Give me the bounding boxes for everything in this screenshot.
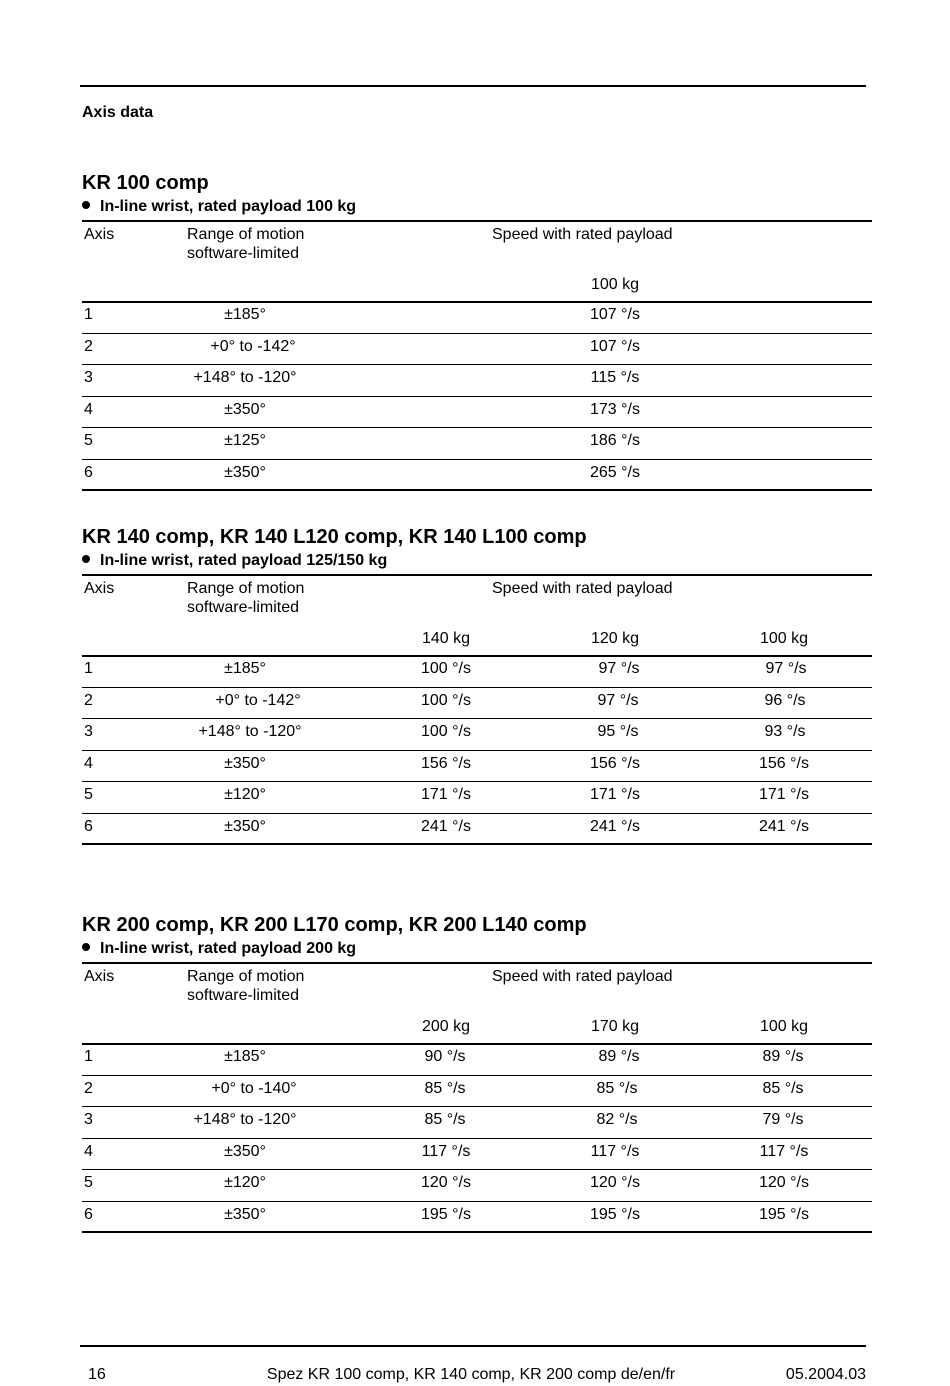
speed-cell: 171 °/s bbox=[590, 786, 640, 803]
speed-cell: 120 °/s bbox=[590, 1174, 640, 1191]
axis-cell: 3 bbox=[84, 369, 93, 386]
speed-cell: 117 °/s bbox=[590, 1143, 640, 1160]
col-header-payload: 170 kg bbox=[590, 1018, 640, 1035]
range-cell: ±350° bbox=[224, 755, 266, 772]
speed-cell: 173 °/s bbox=[590, 401, 640, 418]
speed-cell: 85 °/s bbox=[424, 1080, 466, 1097]
speed-cell: 100 °/s bbox=[421, 660, 471, 677]
range-cell: +148° to -120° bbox=[193, 369, 297, 386]
speed-cell: 241 °/s bbox=[590, 818, 640, 835]
range-cell: +0° to -140° bbox=[211, 1080, 297, 1097]
col-header-axis: Axis bbox=[84, 226, 115, 243]
speed-cell: 241 °/s bbox=[759, 818, 809, 835]
row-rule bbox=[82, 333, 872, 334]
axis-cell: 1 bbox=[84, 660, 93, 677]
bullet-icon bbox=[82, 943, 90, 951]
speed-cell: 89 °/s bbox=[762, 1048, 804, 1065]
table-title: KR 200 comp, KR 200 L170 comp, KR 200 L140 comp bbox=[82, 914, 587, 936]
axis-cell: 1 bbox=[84, 306, 93, 323]
col-header-payload: 100 kg bbox=[590, 276, 640, 293]
range-cell: ±350° bbox=[224, 818, 266, 835]
axis-cell: 4 bbox=[84, 1143, 93, 1160]
speed-cell: 95 °/s bbox=[597, 723, 639, 740]
speed-cell: 195 °/s bbox=[590, 1206, 640, 1223]
axis-cell: 5 bbox=[84, 432, 93, 449]
range-cell: ±350° bbox=[224, 1206, 266, 1223]
table-top-rule bbox=[82, 962, 872, 964]
col-header-speed: Speed with rated payload bbox=[492, 968, 673, 985]
col-header-range: Range of motion software-limited bbox=[187, 580, 305, 616]
speed-cell: 156 °/s bbox=[759, 755, 809, 772]
table-subtitle: In-line wrist, rated payload 125/150 kg bbox=[82, 552, 387, 570]
row-rule bbox=[82, 1138, 872, 1139]
col-header-payload: 100 kg bbox=[759, 1018, 809, 1035]
speed-cell: 171 °/s bbox=[759, 786, 809, 803]
col-header-payload: 120 kg bbox=[590, 630, 640, 647]
header-rule bbox=[82, 301, 872, 303]
col-header-range: Range of motion software-limited bbox=[187, 226, 305, 262]
header-rule bbox=[82, 1043, 872, 1045]
row-rule bbox=[82, 396, 872, 397]
axis-cell: 6 bbox=[84, 818, 93, 835]
col-header-payload: 100 kg bbox=[759, 630, 809, 647]
axis-cell: 2 bbox=[84, 338, 93, 355]
range-cell: ±350° bbox=[224, 1143, 266, 1160]
top-rule bbox=[80, 85, 866, 87]
col-header-payload: 140 kg bbox=[421, 630, 471, 647]
speed-cell: 97 °/s bbox=[765, 660, 807, 677]
speed-cell: 186 °/s bbox=[590, 432, 640, 449]
axis-cell: 3 bbox=[84, 723, 93, 740]
section-header: Axis data bbox=[82, 104, 154, 121]
speed-cell: 117 °/s bbox=[759, 1143, 809, 1160]
axis-cell: 6 bbox=[84, 1206, 93, 1223]
speed-cell: 93 °/s bbox=[764, 723, 806, 740]
axis-cell: 2 bbox=[84, 692, 93, 709]
table-subtitle: In-line wrist, rated payload 200 kg bbox=[82, 940, 356, 958]
speed-cell: 115 °/s bbox=[590, 369, 640, 386]
col-header-payload: 200 kg bbox=[421, 1018, 471, 1035]
speed-cell: 107 °/s bbox=[590, 338, 640, 355]
table-bottom-rule bbox=[82, 843, 872, 845]
speed-cell: 90 °/s bbox=[424, 1048, 466, 1065]
col-header-speed: Speed with rated payload bbox=[492, 226, 673, 243]
range-cell: ±120° bbox=[224, 1174, 266, 1191]
row-rule bbox=[82, 364, 872, 365]
speed-cell: 195 °/s bbox=[421, 1206, 471, 1223]
axis-cell: 4 bbox=[84, 755, 93, 772]
range-cell: +148° to -120° bbox=[193, 1111, 297, 1128]
axis-cell: 3 bbox=[84, 1111, 93, 1128]
row-rule bbox=[82, 427, 872, 428]
row-rule bbox=[82, 718, 872, 719]
row-rule bbox=[82, 1169, 872, 1170]
document-title: Spez KR 100 comp, KR 140 comp, KR 200 comp de/en/fr bbox=[266, 1366, 676, 1383]
table-top-rule bbox=[82, 574, 872, 576]
speed-cell: 85 °/s bbox=[762, 1080, 804, 1097]
speed-cell: 82 °/s bbox=[596, 1111, 638, 1128]
speed-cell: 171 °/s bbox=[421, 786, 471, 803]
speed-cell: 117 °/s bbox=[421, 1143, 471, 1160]
table-top-rule bbox=[82, 220, 872, 222]
speed-cell: 100 °/s bbox=[421, 692, 471, 709]
axis-cell: 4 bbox=[84, 401, 93, 418]
row-rule bbox=[82, 1201, 872, 1202]
row-rule bbox=[82, 1075, 872, 1076]
table-title: KR 100 comp bbox=[82, 172, 209, 194]
speed-cell: 97 °/s bbox=[598, 660, 640, 677]
range-cell: ±350° bbox=[224, 401, 266, 418]
speed-cell: 97 °/s bbox=[597, 692, 639, 709]
speed-cell: 241 °/s bbox=[421, 818, 471, 835]
axis-cell: 6 bbox=[84, 464, 93, 481]
range-cell: +148° to -120° bbox=[198, 723, 302, 740]
axis-cell: 2 bbox=[84, 1080, 93, 1097]
axis-cell: 5 bbox=[84, 1174, 93, 1191]
table-bottom-rule bbox=[82, 1231, 872, 1233]
bullet-icon bbox=[82, 201, 90, 209]
col-header-range: Range of motion software-limited bbox=[187, 968, 305, 1004]
table-subtitle: In-line wrist, rated payload 100 kg bbox=[82, 198, 356, 216]
speed-cell: 100 °/s bbox=[421, 723, 471, 740]
speed-cell: 89 °/s bbox=[598, 1048, 640, 1065]
speed-cell: 79 °/s bbox=[762, 1111, 804, 1128]
col-header-axis: Axis bbox=[84, 580, 115, 597]
speed-cell: 156 °/s bbox=[421, 755, 471, 772]
table-title: KR 140 comp, KR 140 L120 comp, KR 140 L100 comp bbox=[82, 526, 587, 548]
speed-cell: 120 °/s bbox=[759, 1174, 809, 1191]
speed-cell: 265 °/s bbox=[590, 464, 640, 481]
speed-cell: 85 °/s bbox=[424, 1111, 466, 1128]
document-date: 05.2004.03 bbox=[785, 1366, 866, 1383]
range-cell: +0° to -142° bbox=[215, 692, 301, 709]
row-rule bbox=[82, 813, 872, 814]
bullet-icon bbox=[82, 555, 90, 563]
page-number: 16 bbox=[88, 1366, 106, 1383]
range-cell: +0° to -142° bbox=[210, 338, 296, 355]
range-cell: ±350° bbox=[224, 464, 266, 481]
range-cell: ±185° bbox=[224, 1048, 266, 1065]
col-header-axis: Axis bbox=[84, 968, 115, 985]
col-header-speed: Speed with rated payload bbox=[492, 580, 673, 597]
range-cell: ±120° bbox=[224, 786, 266, 803]
range-cell: ±185° bbox=[224, 306, 266, 323]
row-rule bbox=[82, 459, 872, 460]
row-rule bbox=[82, 781, 872, 782]
range-cell: ±125° bbox=[224, 432, 266, 449]
table-bottom-rule bbox=[82, 489, 872, 491]
header-rule bbox=[82, 655, 872, 657]
range-cell: ±185° bbox=[224, 660, 266, 677]
row-rule bbox=[82, 1106, 872, 1107]
speed-cell: 107 °/s bbox=[590, 306, 640, 323]
speed-cell: 96 °/s bbox=[764, 692, 806, 709]
axis-cell: 1 bbox=[84, 1048, 93, 1065]
footer-rule bbox=[80, 1345, 866, 1347]
speed-cell: 195 °/s bbox=[759, 1206, 809, 1223]
speed-cell: 120 °/s bbox=[421, 1174, 471, 1191]
row-rule bbox=[82, 687, 872, 688]
row-rule bbox=[82, 750, 872, 751]
axis-cell: 5 bbox=[84, 786, 93, 803]
speed-cell: 85 °/s bbox=[596, 1080, 638, 1097]
speed-cell: 156 °/s bbox=[590, 755, 640, 772]
